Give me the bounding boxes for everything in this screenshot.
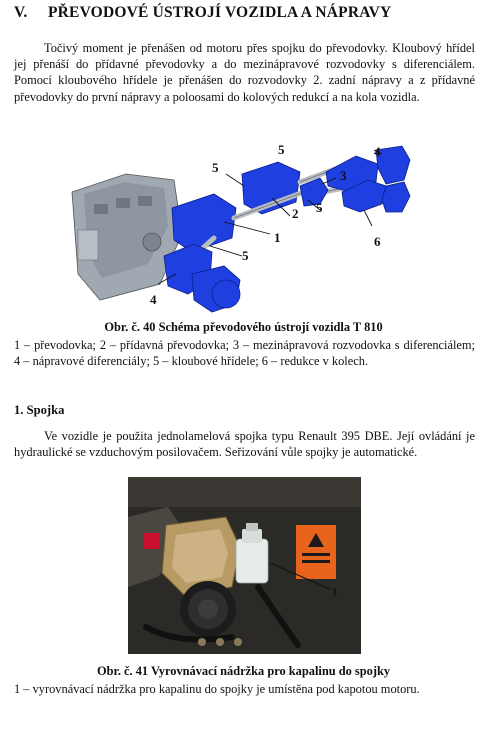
figure40-label-2: 2 — [292, 206, 299, 221]
figure40-caption: Obr. č. 40 Schéma převodového ústrojí vozidla T 810 — [104, 320, 383, 334]
figure40-label-6: 6 — [374, 234, 381, 249]
figure40-label-5d: 5 — [278, 142, 285, 157]
figure41-legend: 1 – vyrovnávací nádržka pro kapalinu do spojky je umístěna pod kapotou motoru. — [14, 682, 420, 696]
figure41-label-1: 1 — [332, 586, 338, 598]
figure40-label-4a: 4 — [374, 144, 381, 159]
figure41-caption: Obr. č. 41 Vyrovnávací nádržka pro kapalinu do spojky — [96, 664, 391, 678]
subsection-heading — [14, 403, 64, 418]
figure40-label-5b: 5 — [316, 200, 323, 215]
section-title: PŘEVODOVÉ ÚSTROJÍ VOZIDLA A NÁPRAVY — [48, 4, 392, 21]
figure40-label-5a: 5 — [212, 160, 219, 175]
section-number: V. — [14, 4, 28, 21]
figure40-legend: 1 – převodovka; 2 – přídavná převodovka; 3 – mezinápravová rozvodovka s diferenciálem; 4 – nápravové diferenciály; 5 – kloubové hřídele; 6 – redukce v kolech. — [14, 338, 475, 369]
figure40-label-3: 3 — [340, 168, 347, 183]
drivetrain-figure — [64, 134, 416, 318]
intro-paragraph: Točivý moment je přenášen od motoru přes spojku do převodovky. Kloubový hřídel jej přenáší do přídavné převodovky a do mezinápravové rozvodovky s diferenciálem. Pomocí kloubového hřídele je přenášen do rozvodovky 2. zadní nápravy a z přídavné převodovky do první nápravy a poloosami do kolových redukcí a na kola vozidla. — [14, 41, 475, 104]
clutch-reservoir-photo — [128, 477, 361, 654]
engine-block-drawing — [72, 174, 182, 300]
subsection-title: Spojka — [26, 403, 65, 417]
clutch-paragraph: Ve vozidle je použita jednolamelová spojka typu Renault 395 DBE. Její ovládání je hydraulické se vzduchovým posilovačem. Seřizování vůle spojky je automatické. — [14, 429, 475, 460]
front-axle-drawing — [164, 244, 240, 312]
figure40-label-5c: 5 — [242, 248, 249, 263]
reservoir-drawing — [236, 539, 268, 583]
section-heading — [14, 4, 474, 22]
figure40-label-1: 1 — [274, 230, 281, 245]
subsection-number: 1. — [14, 403, 24, 417]
red-cap-drawing — [144, 533, 160, 549]
figure40-label-4b: 4 — [150, 292, 157, 307]
